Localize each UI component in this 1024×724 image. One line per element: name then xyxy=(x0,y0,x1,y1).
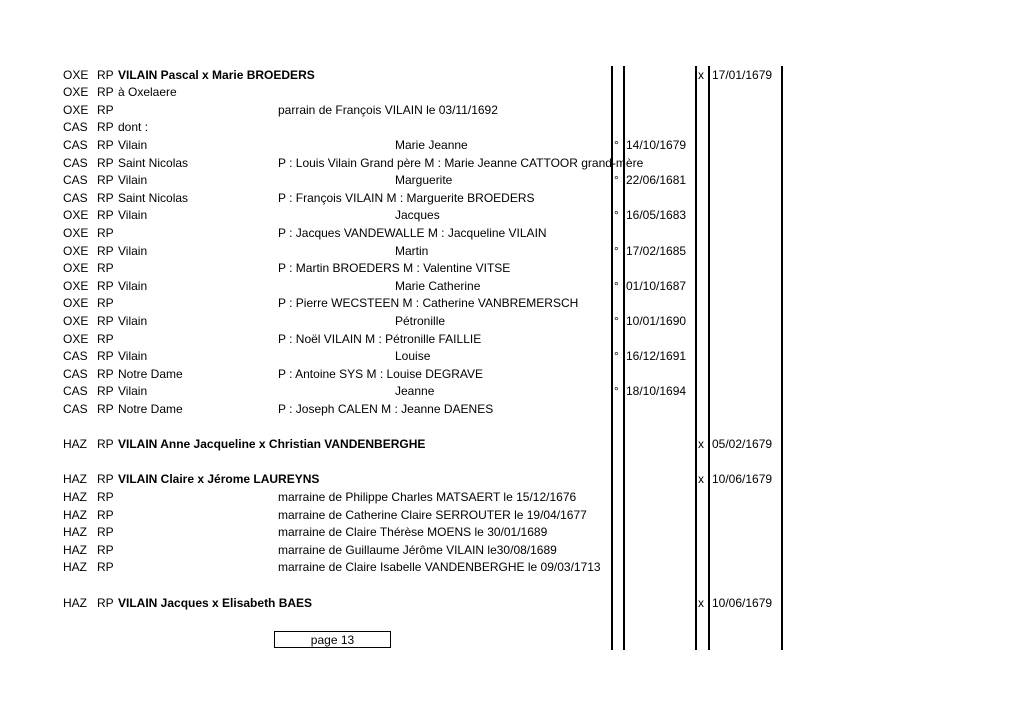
page-number-box xyxy=(274,631,391,648)
register-code: RP xyxy=(97,173,114,188)
register-row xyxy=(0,243,1024,261)
marriage-mark: x xyxy=(698,595,704,610)
place-code: HAZ xyxy=(63,437,87,452)
place-code: HAZ xyxy=(63,525,87,540)
register-code: RP xyxy=(97,595,114,610)
register-row xyxy=(0,383,1024,401)
entry-name: Vilain xyxy=(118,137,148,152)
entry-name: Vilain xyxy=(118,313,148,328)
entry-detail: P : Louis Vilain Grand père M : Marie Jeanne CATTOOR grand-mère xyxy=(278,155,644,170)
place-code: OXE xyxy=(63,261,89,276)
register-row xyxy=(0,595,1024,613)
entry-name: Saint Nicolas xyxy=(118,155,189,170)
register-code: RP xyxy=(97,401,114,416)
register-row xyxy=(0,190,1024,208)
entry-name: VILAIN Jacques x Elisabeth BAES xyxy=(118,595,313,610)
register-row xyxy=(0,348,1024,366)
child-first-name: Marguerite xyxy=(395,173,453,188)
register-code: RP xyxy=(97,261,114,276)
marriage-mark: x xyxy=(698,437,704,452)
birth-date: 14/10/1679 xyxy=(626,137,687,152)
place-code: OXE xyxy=(63,296,89,311)
register-code: RP xyxy=(97,278,114,293)
birth-mark: ° xyxy=(614,349,619,364)
page-number: page 13 xyxy=(310,633,355,647)
register-row xyxy=(0,260,1024,278)
place-code: OXE xyxy=(63,67,89,82)
register-code: RP xyxy=(97,489,114,504)
register-row xyxy=(0,172,1024,190)
entry-name: Vilain xyxy=(118,173,148,188)
register-code: RP xyxy=(97,85,114,100)
birth-date: 16/12/1691 xyxy=(626,349,687,364)
entry-detail: marraine de Claire Thérèse MOENS le 30/01/1689 xyxy=(278,525,548,540)
birth-date: 01/10/1687 xyxy=(626,278,687,293)
place-code: OXE xyxy=(63,208,89,223)
birth-mark: ° xyxy=(614,137,619,152)
place-code: HAZ xyxy=(63,472,87,487)
place-code: CAS xyxy=(63,349,88,364)
child-first-name: Martin xyxy=(395,243,429,258)
place-code: OXE xyxy=(63,278,89,293)
register-code: RP xyxy=(97,349,114,364)
birth-date: 10/01/1690 xyxy=(626,313,687,328)
entry-detail: P : François VILAIN M : Marguerite BROEDERS xyxy=(278,190,535,205)
entry-name: Vilain xyxy=(118,349,148,364)
register-code: RP xyxy=(97,137,114,152)
register-row xyxy=(0,278,1024,296)
register-row xyxy=(0,295,1024,313)
register-row xyxy=(0,137,1024,155)
entry-detail: P : Antoine SYS M : Louise DEGRAVE xyxy=(278,366,483,381)
place-code: OXE xyxy=(63,225,89,240)
birth-mark: ° xyxy=(614,278,619,293)
register-row xyxy=(0,542,1024,560)
place-code: CAS xyxy=(63,366,88,381)
entry-detail: P : Pierre WECSTEEN M : Catherine VANBREMERSCH xyxy=(278,296,579,311)
birth-mark: ° xyxy=(614,313,619,328)
child-first-name: Jacques xyxy=(395,208,440,223)
entry-name: VILAIN Claire x Jérome LAUREYNS xyxy=(118,472,320,487)
place-code: HAZ xyxy=(63,560,87,575)
entry-name: Notre Dame xyxy=(118,401,183,416)
entry-name: dont : xyxy=(118,120,149,135)
child-first-name: Marie Jeanne xyxy=(395,137,468,152)
entry-detail: marraine de Claire Isabelle VANDENBERGHE le 09/03/1713 xyxy=(278,560,601,575)
birth-date: 22/06/1681 xyxy=(626,173,687,188)
entry-detail: parrain de François VILAIN le 03/11/1692 xyxy=(278,102,498,117)
register-row xyxy=(0,436,1024,454)
register-code: RP xyxy=(97,67,114,82)
birth-mark: ° xyxy=(614,173,619,188)
entry-name: Notre Dame xyxy=(118,366,183,381)
marriage-mark: x xyxy=(698,67,704,82)
entry-name: VILAIN Pascal x Marie BROEDERS xyxy=(118,67,315,82)
register-code: RP xyxy=(97,560,114,575)
place-code: OXE xyxy=(63,102,89,117)
register-code: RP xyxy=(97,208,114,223)
register-code: RP xyxy=(97,313,114,328)
register-code: RP xyxy=(97,120,114,135)
register-row xyxy=(0,331,1024,349)
birth-date: 18/10/1694 xyxy=(626,384,687,399)
register-row xyxy=(0,419,1024,437)
register-row xyxy=(0,507,1024,525)
place-code: OXE xyxy=(63,85,89,100)
register-code: RP xyxy=(97,190,114,205)
register-row xyxy=(0,225,1024,243)
marriage-date: 10/06/1679 xyxy=(712,595,773,610)
birth-mark: ° xyxy=(614,384,619,399)
register-row xyxy=(0,119,1024,137)
register-row xyxy=(0,454,1024,472)
entry-name: Saint Nicolas xyxy=(118,190,189,205)
register-row xyxy=(0,524,1024,542)
place-code: HAZ xyxy=(63,489,87,504)
register-code: RP xyxy=(97,366,114,381)
register-row xyxy=(0,559,1024,577)
register-row xyxy=(0,313,1024,331)
register-code: RP xyxy=(97,331,114,346)
entry-detail: marraine de Guillaume Jérôme VILAIN le30/08/1689 xyxy=(278,542,557,557)
place-code: CAS xyxy=(63,137,88,152)
entry-name: Vilain xyxy=(118,278,148,293)
entry-name: Vilain xyxy=(118,243,148,258)
entry-detail: P : Jacques VANDEWALLE M : Jacqueline VILAIN xyxy=(278,225,547,240)
birth-date: 17/02/1685 xyxy=(626,243,687,258)
place-code: OXE xyxy=(63,331,89,346)
register-code: RP xyxy=(97,243,114,258)
place-code: HAZ xyxy=(63,507,87,522)
birth-mark: ° xyxy=(614,208,619,223)
child-first-name: Pétronille xyxy=(395,313,446,328)
entry-detail: P : Noël VILAIN M : Pétronille FAILLIE xyxy=(278,331,482,346)
register-code: RP xyxy=(97,155,114,170)
entry-name: Vilain xyxy=(118,384,148,399)
register-code: RP xyxy=(97,472,114,487)
register-row xyxy=(0,489,1024,507)
entry-detail: marraine de Philippe Charles MATSAERT le 15/12/1676 xyxy=(278,489,577,504)
place-code: CAS xyxy=(63,401,88,416)
register-code: RP xyxy=(97,296,114,311)
place-code: CAS xyxy=(63,190,88,205)
child-first-name: Marie Catherine xyxy=(395,278,481,293)
birth-mark: ° xyxy=(614,243,619,258)
register-row xyxy=(0,366,1024,384)
register-row xyxy=(0,207,1024,225)
register-row xyxy=(0,155,1024,173)
place-code: CAS xyxy=(63,384,88,399)
register-row xyxy=(0,401,1024,419)
child-first-name: Louise xyxy=(395,349,431,364)
register-code: RP xyxy=(97,225,114,240)
place-code: OXE xyxy=(63,313,89,328)
place-code: HAZ xyxy=(63,595,87,610)
marriage-date: 17/01/1679 xyxy=(712,67,773,82)
register-row xyxy=(0,84,1024,102)
entry-detail: P : Martin BROEDERS M : Valentine VITSE xyxy=(278,261,511,276)
register-code: RP xyxy=(97,437,114,452)
register-row xyxy=(0,471,1024,489)
marriage-date: 10/06/1679 xyxy=(712,472,773,487)
place-code: OXE xyxy=(63,243,89,258)
birth-date: 16/05/1683 xyxy=(626,208,687,223)
marriage-date: 05/02/1679 xyxy=(712,437,773,452)
place-code: HAZ xyxy=(63,542,87,557)
register-code: RP xyxy=(97,507,114,522)
entry-detail: marraine de Catherine Claire SERROUTER le 19/04/1677 xyxy=(278,507,587,522)
entry-name: à Oxelaere xyxy=(118,85,177,100)
register-row xyxy=(0,577,1024,595)
place-code: CAS xyxy=(63,120,88,135)
place-code: CAS xyxy=(63,155,88,170)
register-row xyxy=(0,67,1024,85)
register-code: RP xyxy=(97,525,114,540)
marriage-mark: x xyxy=(698,472,704,487)
register-code: RP xyxy=(97,542,114,557)
child-first-name: Jeanne xyxy=(395,384,435,399)
entry-detail: P : Joseph CALEN M : Jeanne DAENES xyxy=(278,401,494,416)
entry-name: Vilain xyxy=(118,208,148,223)
entry-name: VILAIN Anne Jacqueline x Christian VANDENBERGHE xyxy=(118,437,426,452)
register-row xyxy=(0,102,1024,120)
register-code: RP xyxy=(97,102,114,117)
register-code: RP xyxy=(97,384,114,399)
place-code: CAS xyxy=(63,173,88,188)
